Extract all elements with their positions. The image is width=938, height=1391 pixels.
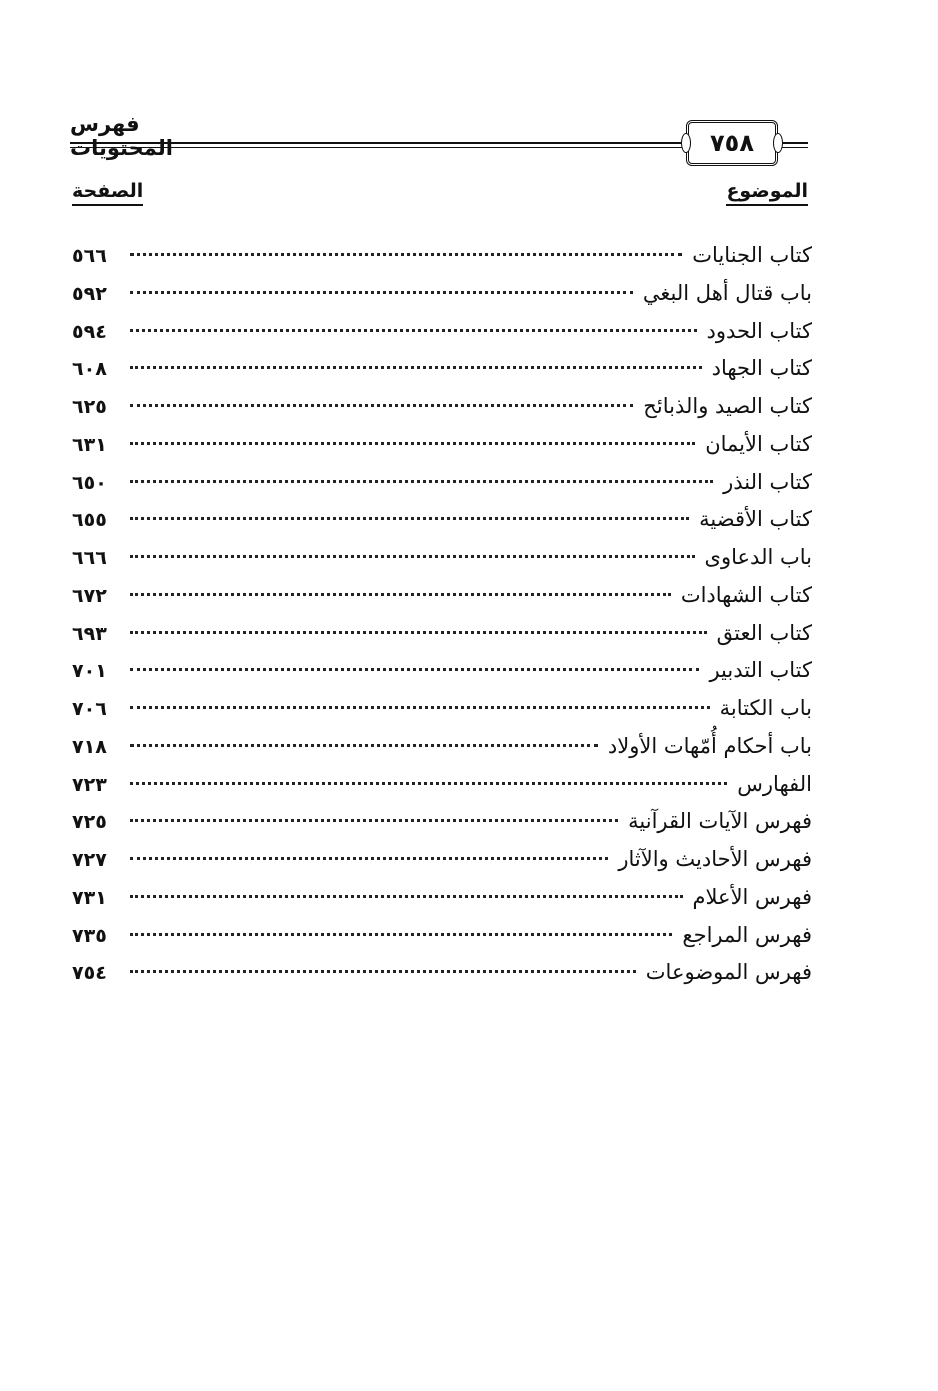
- dot-leader: [130, 705, 710, 709]
- toc-entry-title: فهرس الأعلام: [692, 884, 812, 909]
- toc-entry-page: ٥٦٦: [72, 245, 107, 267]
- toc-entry-page: ٦٦٦: [72, 547, 107, 569]
- toc-entry[interactable]: [72, 275, 812, 313]
- dot-leader: [130, 969, 636, 973]
- toc-entry-page: ٧٢٧: [72, 849, 107, 871]
- toc-entry-page: ٦٧٢: [72, 584, 107, 607]
- toc-entry-page: ٦٣١: [72, 433, 107, 456]
- topic-column-header: الموضوع: [726, 180, 808, 206]
- toc-entry-page: ٦٥٥: [72, 509, 107, 532]
- toc-entry-title: كتاب الشهادات: [680, 582, 812, 607]
- running-title: فهرس المحتويات: [70, 112, 173, 160]
- dot-leader: [130, 818, 618, 822]
- dot-leader: [130, 743, 598, 747]
- page-number-badge: [686, 120, 778, 166]
- toc-entry-title: باب الكتابة: [719, 696, 812, 720]
- toc-entry[interactable]: [72, 803, 812, 841]
- toc-entry-title: كتاب العتق: [716, 620, 812, 645]
- toc-entry-title: كتاب التدبير: [709, 658, 812, 683]
- dot-leader: [130, 592, 671, 596]
- toc-entry-title: فهرس المراجع: [682, 922, 812, 947]
- page-number: ٧٥٨: [710, 129, 754, 157]
- toc-entry-title: فهرس الموضوعات: [645, 960, 812, 985]
- table-of-contents: [72, 237, 812, 992]
- dot-leader: [130, 365, 702, 369]
- dot-leader: [130, 630, 707, 634]
- toc-entry[interactable]: [72, 954, 812, 992]
- toc-entry[interactable]: [72, 501, 812, 539]
- toc-entry-page: ٧٠١: [72, 660, 107, 683]
- toc-entry[interactable]: [72, 652, 812, 690]
- toc-entry[interactable]: [72, 464, 812, 502]
- toc-entry-page: ٦٢٥: [72, 396, 107, 418]
- toc-entry-title: كتاب الجهاد: [711, 356, 812, 381]
- dot-leader: [130, 667, 699, 671]
- toc-entry-title: باب الدعاوى: [704, 545, 812, 569]
- toc-entry-title: كتاب النذر: [723, 469, 812, 494]
- dot-leader: [130, 328, 697, 332]
- toc-entry-title: الفهارس: [737, 771, 812, 796]
- dot-leader: [130, 516, 689, 520]
- toc-entry[interactable]: [72, 313, 812, 351]
- toc-entry-page: ٧٢٥: [72, 811, 107, 834]
- toc-entry-title: كتاب الصيد والذبائح: [643, 394, 812, 418]
- dot-leader: [130, 894, 683, 898]
- toc-entry[interactable]: [72, 388, 812, 426]
- dot-leader: [130, 290, 633, 294]
- toc-entry-page: ٧١٨: [72, 735, 107, 758]
- toc-entry-page: ٥٩٤: [72, 320, 107, 343]
- dot-leader: [130, 856, 608, 860]
- dot-leader: [130, 932, 672, 936]
- toc-entry[interactable]: [72, 615, 812, 653]
- toc-entry-page: ٦٥٠: [72, 471, 107, 494]
- toc-entry[interactable]: [72, 690, 812, 728]
- toc-entry[interactable]: [72, 917, 812, 955]
- toc-entry-title: كتاب الأيمان: [705, 431, 812, 456]
- dot-leader: [130, 441, 695, 445]
- toc-entry-page: ٧٣١: [72, 886, 107, 909]
- dot-leader: [130, 403, 633, 407]
- toc-entry-page: ٧٥٤: [72, 962, 107, 985]
- toc-entry-title: فهرس الآيات القرآنية: [628, 809, 812, 834]
- page-column-header: الصفحة: [72, 180, 143, 206]
- toc-entry-page: ٦٩٣: [72, 622, 107, 645]
- toc-entry[interactable]: [72, 728, 812, 766]
- toc-entry-page: ٧٢٣: [72, 773, 107, 796]
- toc-entry[interactable]: [72, 426, 812, 464]
- toc-entry-page: ٧٣٥: [72, 924, 107, 947]
- toc-entry-title: باب أحكام أُمّهات الأولاد: [607, 733, 812, 758]
- toc-entry-title: كتاب الأقضية: [699, 507, 812, 532]
- toc-entry[interactable]: [72, 841, 812, 879]
- toc-entry-page: ٦٠٨: [72, 358, 107, 381]
- dot-leader: [130, 554, 695, 558]
- toc-entry[interactable]: [72, 539, 812, 577]
- toc-entry-page: ٥٩٢: [72, 282, 107, 305]
- toc-entry-title: كتاب الجنايات: [692, 243, 812, 267]
- toc-entry[interactable]: [72, 350, 812, 388]
- toc-entry[interactable]: [72, 577, 812, 615]
- toc-entry-title: كتاب الحدود: [706, 318, 812, 343]
- dot-leader: [130, 781, 727, 785]
- dot-leader: [130, 479, 713, 483]
- toc-entry[interactable]: [72, 766, 812, 804]
- toc-entry[interactable]: [72, 237, 812, 275]
- toc-entry-page: ٧٠٦: [72, 698, 107, 720]
- toc-entry-title: باب قتال أهل البغي: [642, 280, 812, 305]
- header-rule: [70, 142, 682, 148]
- toc-entry[interactable]: [72, 879, 812, 917]
- dot-leader: [130, 252, 682, 256]
- toc-entry-title: فهرس الأحاديث والآثار: [618, 847, 812, 871]
